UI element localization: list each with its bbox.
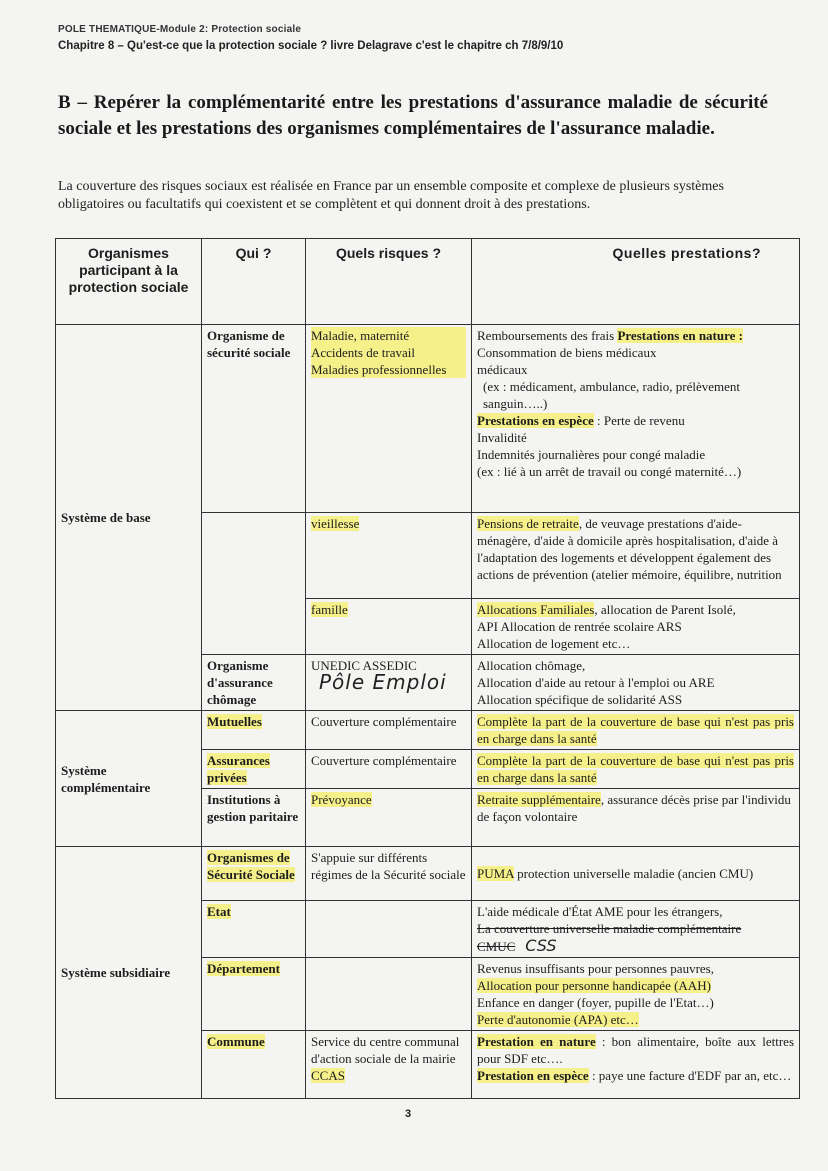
module-header: POLE THEMATIQUE-Module 2: Protection sociale bbox=[58, 24, 302, 35]
text: Prestation en nature bbox=[477, 1034, 596, 1049]
text: Invalidité bbox=[477, 430, 527, 445]
text: Etat bbox=[207, 904, 231, 919]
header-qui: Qui ? bbox=[202, 239, 306, 325]
text: , de veuvage prestations d'aide-ménagère, d'aide à domicile après hospitalisation, d'aide à l'adaptation des logements et développent également des actions de prévention (atelier mémoire, équilibre, nutrition bbox=[477, 516, 782, 582]
text: : bon alimentaire, boîte aux lettres pour SDF etc…. bbox=[477, 1034, 795, 1066]
prestations-etat bbox=[472, 901, 800, 958]
text: PUMA bbox=[477, 866, 514, 881]
table-header-row bbox=[56, 239, 800, 325]
text: (ex : médicament, ambulance, radio, prélèvement sanguin…..) bbox=[483, 379, 740, 411]
text: Commune bbox=[207, 1034, 265, 1049]
text: Prévoyance bbox=[311, 792, 372, 807]
prestations-espece-label: Prestations en espèce bbox=[477, 413, 594, 428]
risque-maladies-pro: Maladies professionnelles bbox=[311, 361, 466, 378]
prestations-mutuelles bbox=[472, 711, 800, 750]
text: Mutuelles bbox=[207, 714, 262, 729]
qui-secu-sub bbox=[202, 847, 306, 901]
risque-institutions bbox=[306, 789, 472, 847]
text: Revenus insuffisants pour personnes pauvres, bbox=[477, 961, 714, 976]
text: protection universelle maladie (ancien CMU) bbox=[513, 866, 754, 881]
table-row bbox=[56, 711, 800, 750]
text: famille bbox=[311, 602, 348, 617]
system-subsidiaire: Système subsidiaire bbox=[56, 847, 202, 1099]
qui-assurances bbox=[202, 750, 306, 789]
prestations-departement bbox=[472, 958, 800, 1031]
qui-departement bbox=[202, 958, 306, 1031]
text: Allocation d'aide au retour à l'emploi ou ARE bbox=[477, 675, 715, 690]
risque-vieillesse bbox=[306, 513, 472, 599]
text: UNEDIC ASSEDIC bbox=[311, 658, 417, 673]
system-base: Système de base bbox=[56, 325, 202, 711]
risque-secu-sub: S'appuie sur différents régimes de la Sécurité sociale bbox=[306, 847, 472, 901]
prestations-vieillesse bbox=[472, 513, 800, 599]
table-row bbox=[56, 325, 800, 513]
text: L'aide médicale d'État AME pour les étrangers, bbox=[477, 904, 723, 919]
struck-text: La couverture universelle maladie complémentaire CMUC bbox=[477, 921, 742, 954]
text: , allocation de Parent Isolé, bbox=[594, 602, 736, 617]
text: API Allocation de rentrée scolaire ARS bbox=[477, 619, 682, 634]
prestations-nature-label: Prestations en nature : bbox=[617, 328, 743, 343]
risque-accidents: Accidents de travail bbox=[311, 344, 466, 361]
handwritten-note: Pôle Emploi bbox=[319, 670, 447, 694]
text: Assurances privées bbox=[207, 753, 270, 785]
qui-chomage: Organisme d'assurance chômage bbox=[202, 655, 306, 711]
risque-maladie: Maladie, maternité bbox=[311, 327, 466, 344]
risque-commune bbox=[306, 1031, 472, 1099]
text: Allocations Familiales bbox=[477, 602, 595, 617]
system-complementaire: Système complémentaire bbox=[56, 711, 202, 847]
prestations-chomage bbox=[472, 655, 800, 711]
text: Département bbox=[207, 961, 280, 976]
text: Perte d'autonomie (APA) etc… bbox=[477, 1012, 639, 1027]
text: Complète la part de la couverture de base qui n'est pas pris en charge dans la santé bbox=[477, 714, 794, 746]
text: : Perte de revenu bbox=[593, 413, 685, 428]
header-organismes: Organismes participant à la protection sociale bbox=[56, 239, 202, 325]
qui-secu: Organisme de sécurité sociale bbox=[202, 325, 306, 513]
qui-empty bbox=[202, 513, 306, 599]
header-risques: Quels risques ? bbox=[306, 239, 472, 325]
prestations-secu-sub bbox=[472, 847, 800, 901]
text: Prestation en espèce bbox=[477, 1068, 589, 1083]
text: Pensions de retraite bbox=[477, 516, 579, 531]
qui-empty bbox=[202, 599, 306, 655]
text: Organismes de Sécurité Sociale bbox=[207, 850, 295, 882]
handwritten-note: CSS bbox=[525, 936, 557, 955]
text: Consommation de biens médicaux bbox=[477, 345, 657, 360]
prestations-assurances bbox=[472, 750, 800, 789]
text: médicaux bbox=[477, 362, 528, 377]
qui-etat bbox=[202, 901, 306, 958]
text: Allocation pour personne handicapée (AAH) bbox=[477, 978, 711, 993]
text: Allocation de logement etc… bbox=[477, 636, 631, 651]
risque-departement-empty bbox=[306, 958, 472, 1031]
protection-sociale-table bbox=[55, 238, 800, 1099]
intro-paragraph: La couverture des risques sociaux est réalisée en France par un ensemble composite et complexe de plusieurs systèmes obligatoires ou facultatifs qui coexistent et se complètent et qui donnent droit à des prestations. bbox=[58, 179, 724, 212]
prestations-famille bbox=[472, 599, 800, 655]
text: Complète la part de la couverture de base qui n'est pas pris en charge dans la santé bbox=[477, 753, 794, 785]
text: Indemnités journalières pour congé maladie bbox=[477, 447, 706, 462]
text: Allocation spécifique de solidarité ASS bbox=[477, 692, 683, 707]
prestations-commune bbox=[472, 1031, 800, 1099]
risque-etat-empty bbox=[306, 901, 472, 958]
risques-secu bbox=[306, 325, 472, 513]
text: : paye une facture d'EDF par an, etc… bbox=[588, 1068, 792, 1083]
risque-famille bbox=[306, 599, 472, 655]
text: Service du centre communal d'action sociale de la mairie bbox=[311, 1034, 460, 1066]
table-row bbox=[56, 847, 800, 901]
text: (ex : lié à un arrêt de travail ou congé maternité…) bbox=[477, 464, 742, 479]
prestations-institutions bbox=[472, 789, 800, 847]
page-number: 3 bbox=[405, 1108, 412, 1120]
text: CCAS bbox=[311, 1068, 345, 1083]
text: Remboursements des frais bbox=[477, 328, 618, 343]
text: Allocation chômage, bbox=[477, 658, 586, 673]
qui-institutions: Institutions à gestion paritaire bbox=[202, 789, 306, 847]
header-prestations: Quelles prestations? bbox=[472, 239, 800, 325]
text: vieillesse bbox=[311, 516, 360, 531]
text: , assurance décès prise par l'individu de façon volontaire bbox=[477, 792, 791, 824]
section-title: B – Repérer la complémentarité entre les prestations d'assurance maladie de sécurité sociale et les prestations des organismes complémentaires de l'assurance maladie. bbox=[58, 92, 768, 139]
qui-mutuelles bbox=[202, 711, 306, 750]
prestations-secu bbox=[472, 325, 800, 513]
chapter-header: Chapitre 8 – Qu'est-ce que la protection sociale ? livre Delagrave c'est le chapitre ch 7/8/9/10 bbox=[58, 40, 564, 52]
qui-commune bbox=[202, 1031, 306, 1099]
risque-assurances: Couverture complémentaire bbox=[306, 750, 472, 789]
risque-chomage bbox=[306, 655, 472, 711]
text: Retraite supplémentaire bbox=[477, 792, 601, 807]
risque-mutuelles: Couverture complémentaire bbox=[306, 711, 472, 750]
text: Enfance en danger (foyer, pupille de l'Etat…) bbox=[477, 995, 714, 1010]
